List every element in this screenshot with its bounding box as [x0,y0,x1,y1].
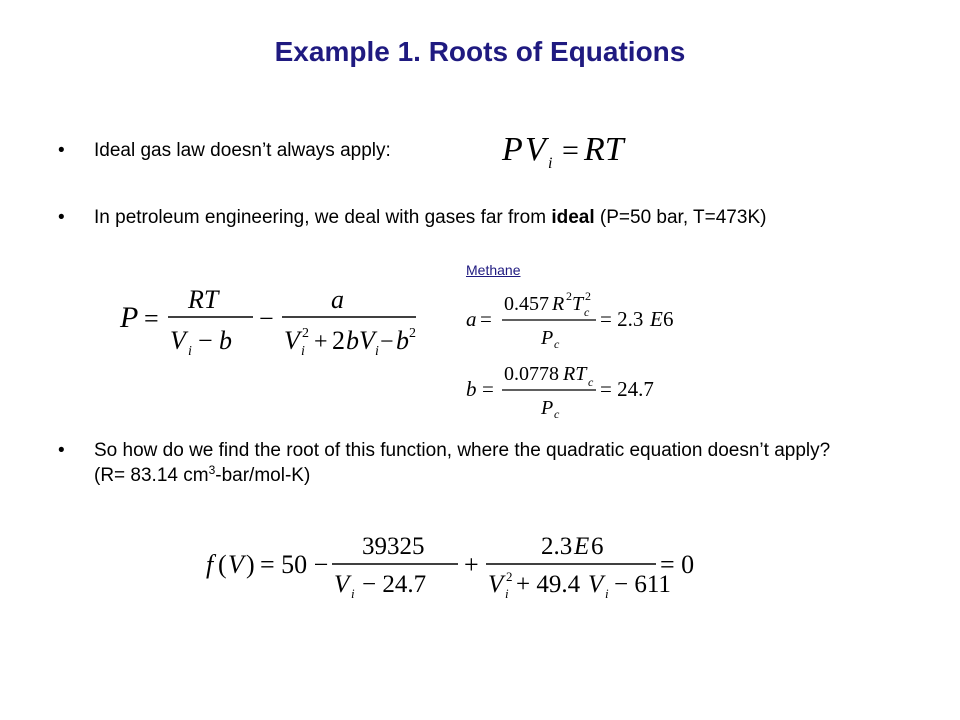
equation-ideal-gas [498,130,638,174]
bullet-marker: • [58,207,65,228]
svg-text:2: 2 [506,569,513,584]
svg-text:P: P [541,397,554,419]
svg-text:2: 2 [302,326,309,341]
svg-text:=: = [144,304,159,333]
svg-text:c: c [584,305,590,319]
svg-text:−: − [380,329,394,355]
svg-text:b: b [396,326,409,355]
svg-text:V: V [488,571,504,598]
svg-text:− 24.7: − 24.7 [362,571,427,598]
bullet-text [94,438,864,488]
svg-text:a: a [466,307,477,331]
svg-text:V: V [284,326,300,355]
svg-text:0.0778: 0.0778 [504,363,559,385]
svg-text:= 0: = 0 [660,550,695,579]
svg-text:2: 2 [585,289,591,303]
equation-b-parameter [464,354,684,422]
svg-text:+ 49.4: + 49.4 [516,571,581,598]
svg-text:6: 6 [591,533,604,560]
svg-text:= 50 −: = 50 − [260,550,329,579]
svg-text:+: + [314,329,328,355]
svg-text:39325: 39325 [362,533,425,560]
svg-text:i: i [375,344,379,359]
svg-text:P: P [502,131,523,168]
svg-text:V: V [334,571,350,598]
svg-text:i: i [548,155,553,172]
svg-text:i: i [605,586,609,601]
svg-text:i: i [301,344,305,359]
svg-text:0.457: 0.457 [504,293,549,315]
svg-text:= 24.7: = 24.7 [600,377,654,401]
svg-text:c: c [554,337,560,351]
bullet-marker: • [58,140,65,161]
bullet-text [94,205,834,230]
svg-text:bV: bV [346,326,375,355]
svg-text:c: c [588,375,594,389]
equation-function [204,530,695,601]
svg-text:2: 2 [566,289,572,303]
bullet-marker: • [58,440,65,461]
slide-title: Example 1. Roots of Equations [274,36,686,67]
svg-text:b: b [466,377,477,401]
svg-text:f: f [206,550,214,579]
equation-a-parameter [464,284,684,352]
svg-text:2.3: 2.3 [541,533,573,560]
svg-text:=: = [482,377,494,401]
methane-label: Methane [466,262,521,278]
svg-text:−: − [259,304,274,333]
svg-text:V: V [170,326,186,355]
svg-text:i: i [188,344,192,359]
svg-text:= 2.3: = 2.3 [600,307,644,331]
bullet-text: Ideal gas law doesn’t always apply: [94,140,391,161]
svg-text:6: 6 [663,307,674,331]
svg-text:RT: RT [584,131,624,168]
svg-text:RT: RT [563,363,587,385]
svg-text:V: V [588,571,604,598]
bullet-text-pre: In petroleum engineering, we deal with gases far from [94,207,552,228]
svg-text:2: 2 [409,326,416,341]
svg-text:V: V [228,550,244,579]
svg-text:2: 2 [332,326,345,355]
svg-text:c: c [554,407,560,421]
svg-text:P: P [541,327,554,349]
bullet-text-post: (P=50 bar, T=473K) [594,207,767,228]
svg-text:V: V [525,131,546,168]
bullet-text-superscript: 3 [208,463,216,477]
svg-text:(: ( [218,550,227,579]
bullet-text-pre: So how do we find the root of this function, where the quadratic equation doesn’t apply? (R= 83.14 cm [94,440,831,486]
svg-text:=: = [562,134,579,167]
equation-van-der-waals [118,280,418,360]
bullet-text-bold: ideal [551,207,595,228]
svg-text:− 611: − 611 [614,571,671,598]
svg-text:=: = [480,307,492,331]
svg-text:E: E [650,307,663,331]
svg-text:P: P [120,301,139,334]
svg-text:+: + [464,550,479,579]
svg-text:i: i [351,586,355,601]
svg-text:RT: RT [188,285,219,314]
svg-text:i: i [505,586,509,601]
svg-text:): ) [246,550,255,579]
svg-text:−: − [198,326,213,355]
svg-text:b: b [219,326,232,355]
svg-text:E: E [574,533,590,560]
svg-text:T: T [572,293,584,315]
svg-text:a: a [331,285,344,314]
bullet-text-post: -bar/mol-K) [215,465,311,486]
svg-text:R: R [552,293,565,315]
